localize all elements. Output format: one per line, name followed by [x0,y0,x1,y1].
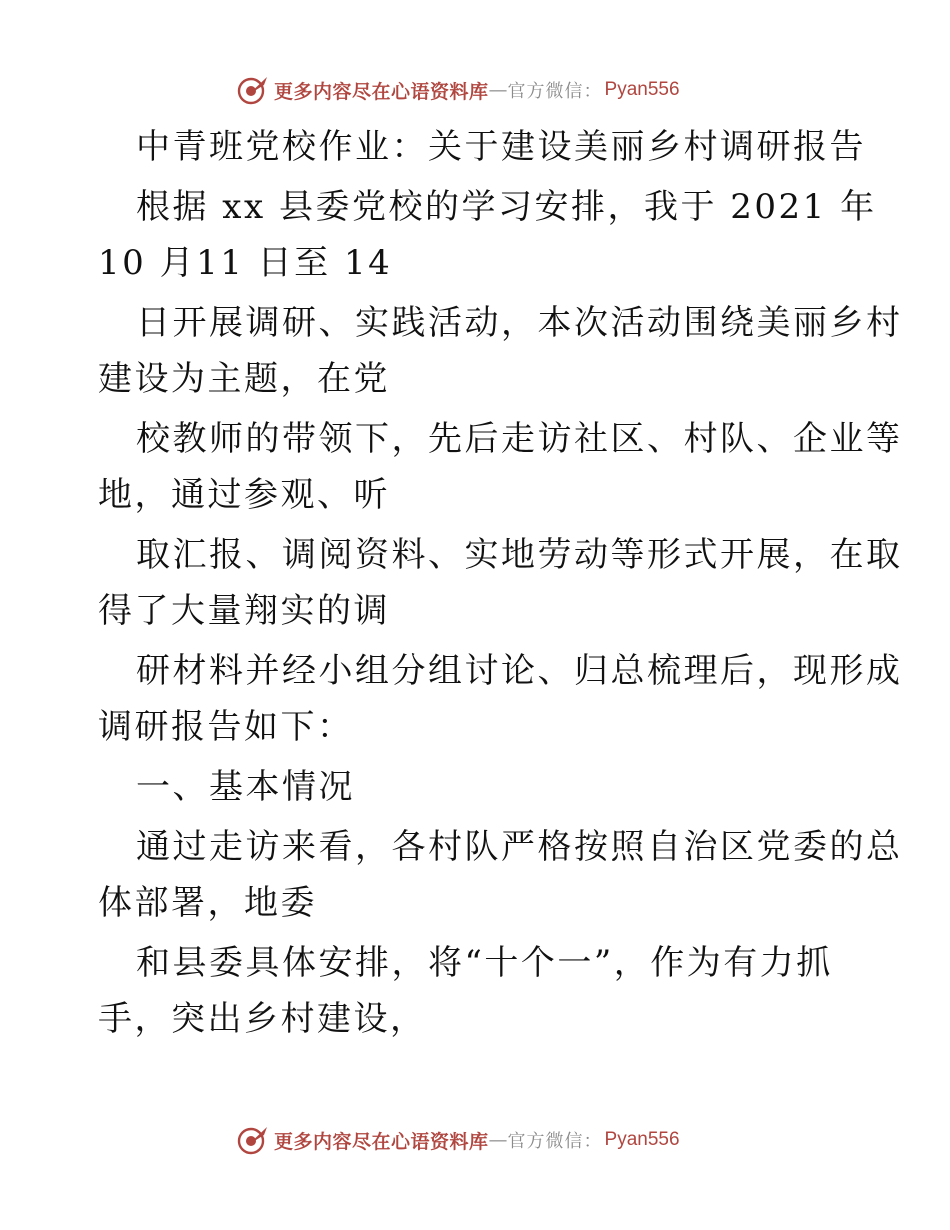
quill-logo-icon [236,73,270,107]
quill-logo-icon [236,1123,270,1157]
watermark-wechat-label: 官方微信： [507,1131,603,1152]
section-heading: 一、基本情况 [136,767,355,807]
paragraph-line: 建设为主题，在党 [98,359,390,399]
watermark-dash: — [488,1129,508,1151]
paragraph-line: 校教师的带领下，先后走访社区、村队、企业等 [136,419,903,459]
watermark-main-text: 更多内容尽在心语资料库 [274,1130,489,1153]
paragraph-line: 和县委具体安排，将“十个一”，作为有力抓 [136,943,833,983]
paragraph-line: 取汇报、调阅资料、实地劳动等形式开展，在取 [136,535,903,575]
paragraph-line: 手，突出乡村建设， [98,999,427,1039]
header-watermark [236,72,680,108]
paragraph-line: 通过走访来看，各村队严格按照自治区党委的总 [136,827,903,867]
watermark-wechat-label: 官方微信： [507,81,603,102]
paragraph-line: 日开展调研、实践活动，本次活动围绕美丽乡村 [136,303,903,343]
document-title: 中青班党校作业：关于建设美丽乡村调研报告 [136,127,866,167]
watermark-wechat-id: Pyan556 [604,79,680,100]
paragraph-line: 得了大量翔实的调 [98,591,390,631]
paragraph-line: 调研报告如下： [98,707,354,747]
watermark-dash: — [488,79,508,101]
watermark-wechat-id: Pyan556 [604,1129,680,1150]
paragraph-line: 研材料并经小组分组讨论、归总梳理后，现形成 [136,651,903,691]
footer-watermark [236,1122,680,1158]
paragraph-line: 根据 xx 县委党校的学习安排，我于 2021 年 [136,187,877,227]
paragraph-line: 地，通过参观、听 [98,475,390,515]
paragraph-line: 体部署，地委 [98,883,317,923]
watermark-main-text: 更多内容尽在心语资料库 [274,80,489,103]
paragraph-line: 10 月11 日至 14 [98,243,393,283]
